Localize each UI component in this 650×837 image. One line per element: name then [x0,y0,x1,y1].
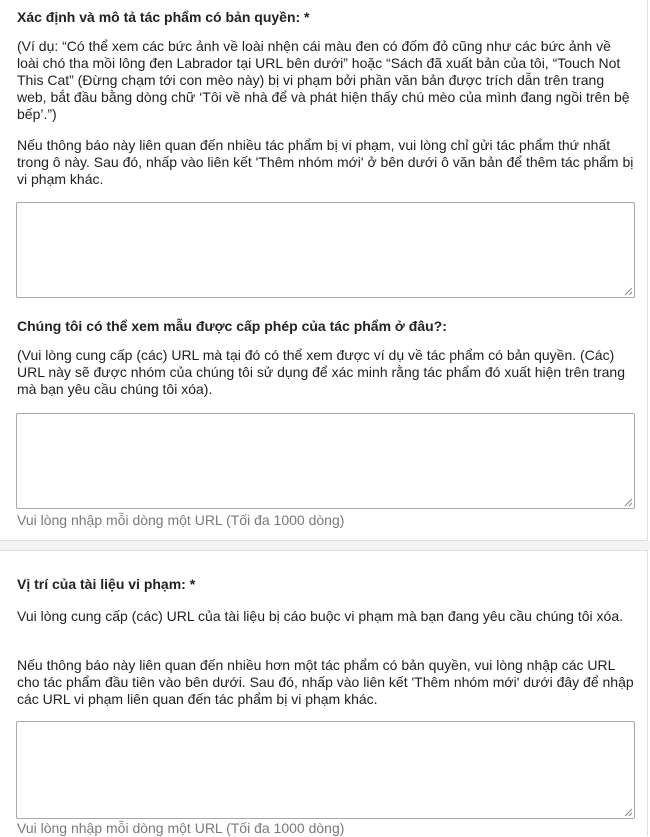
infringing-material-card [0,550,648,836]
copyrighted-work-description-input[interactable] [16,202,635,298]
infringing-material-description: Vui lòng cung cấp (các) URL của tài liệu bị cáo buộc vi phạm mà bạn đang yêu cầu chúng tôi xóa. [17,608,623,624]
infringing-material-urls-hint: Vui lòng nhập mỗi dòng một URL (Tối đa 1000 dòng) [17,820,345,836]
authorized-example-title: Chúng tôi có thể xem mẫu được cấp phép của tác phẩm ở đâu?: [17,318,447,334]
infringing-material-multi-note: Nếu thông báo này liên quan đến nhiều hơn một tác phẩm có bản quyền, vui lòng nhập các URL cho tác phẩm đầu tiên vào bên dưới. Sau đó, nhấp vào liên kết 'Thêm nhóm mới' dưới đây để nhập các URL vi phạm liên quan đến tác phẩm bị vi phạm khác. [17,657,634,707]
infringing-material-title: Vị trí của tài liệu vi phạm: * [17,576,196,592]
copyrighted-work-title: Xác định và mô tả tác phẩm có bản quyền: * [17,9,310,25]
copyrighted-work-example: (Ví dụ: “Có thể xem các bức ảnh về loài nhện cái màu đen có đốm đỏ cũng như các bức ảnh về loài chó tha mồi lông đen Labrador tại URL bên dưới” hoặc “Sách đã xuất bản của tôi, “Touch Not This Cat” (Đừng chạm tới con mèo này) bị vi phạm bởi phần văn bản được trích dẫn trên trang web, bắt đầu bằng dòng chữ ‘Tôi về nhà để và phát hiện thấy chú mèo của mình đang ngồi trên bệ bếp’.”) [17,38,630,122]
authorized-example-description: (Vui lòng cung cấp (các) URL mà tại đó có thể xem được ví dụ về tác phẩm có bản quyền. (Các) URL này sẽ được nhóm của chúng tôi sử dụng để xác minh rằng tác phẩm đó xuất hiện trên trang mà bạn yêu cầu chúng tôi xóa). [17,347,625,397]
section-divider [0,541,650,550]
copyrighted-work-multi-note: Nếu thông báo này liên quan đến nhiều tác phẩm bị vi phạm, vui lòng chỉ gửi tác phẩm thứ nhất trong ô này. Sau đó, nhấp vào liên kết 'Thêm nhóm mới' ở bên dưới ô văn bản để thêm tác phẩm bị vi phạm khác. [17,137,634,187]
infringing-material-urls-input[interactable] [16,721,635,819]
authorized-example-urls-hint: Vui lòng nhập mỗi dòng một URL (Tối đa 1000 dòng) [17,512,345,528]
authorized-example-urls-input[interactable] [16,413,635,509]
